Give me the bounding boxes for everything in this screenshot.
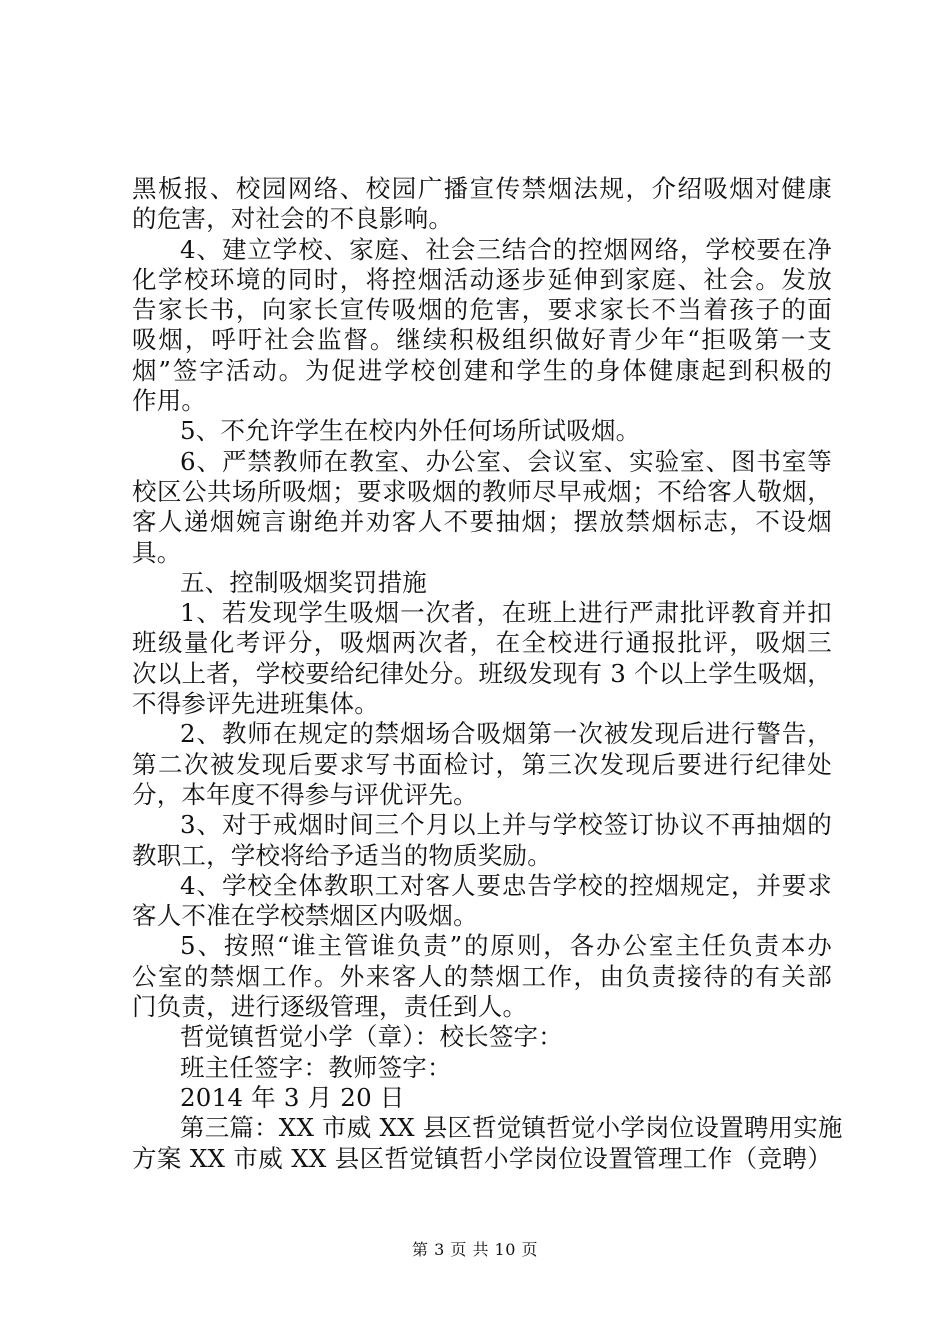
- text-line: 烟”签字活动。为促进学校创建和学生的身体健康起到积极的: [132, 355, 832, 385]
- text-line: 班级量化考评分，吸烟两次者，在全校进行通报批评，吸烟三: [132, 628, 832, 658]
- text-line: 分，本年度不得参与评优评先。: [132, 779, 478, 809]
- text-line: 2014 年 3 月 20 日: [180, 1082, 405, 1112]
- text-line: 客人不准在学校禁烟区内吸烟。: [132, 901, 478, 931]
- text-line: 教职工，学校将给予适当的物质奖励。: [132, 840, 552, 870]
- text-line: 作用。: [132, 386, 207, 416]
- text-line: 门负责，进行逐级管理，责任到人。: [132, 992, 528, 1022]
- text-line: 校区公共场所吸烟；要求吸烟的教师尽早戒烟；不给客人敬烟，: [132, 476, 832, 506]
- text-line: 告家长书，向家长宣传吸烟的危害，要求家长不当着孩子的面: [132, 295, 832, 325]
- text-line: 化学校环境的同时，将控烟活动逐步延伸到家庭、社会。发放: [132, 264, 832, 294]
- text-line: 4、建立学校、家庭、社会三结合的控烟网络，学校要在净: [180, 234, 832, 264]
- text-line: 班主任签字：教师签字：: [180, 1052, 452, 1082]
- page-footer: 第 3 页 共 10 页: [412, 1240, 538, 1259]
- text-line: 具。: [132, 537, 182, 567]
- text-line: 3、对于戒烟时间三个月以上并与学校签订协议不再抽烟的: [180, 810, 832, 840]
- text-line: 第三篇：XX 市威 XX 县区哲觉镇哲觉小学岗位设置聘用实施: [180, 1113, 843, 1143]
- text-line: 1、若发现学生吸烟一次者，在班上进行严肃批评教育并扣: [180, 598, 832, 628]
- text-line: 不得参评先进班集体。: [132, 689, 379, 719]
- text-line: 5、不允许学生在校内外任何场所试吸烟。: [180, 416, 641, 446]
- text-line: 2、教师在规定的禁烟场合吸烟第一次被发现后进行警告，: [180, 719, 832, 749]
- text-line: 次以上者，学校要给纪律处分。班级发现有 3 个以上学生吸烟，: [132, 658, 832, 688]
- text-line: 4、学校全体教职工对客人要忠告学校的控烟规定，并要求: [180, 870, 832, 900]
- text-line: 客人递烟婉言谢绝并劝客人不要抽烟；摆放禁烟标志，不设烟: [132, 507, 832, 537]
- text-line: 第二次被发现后要求写书面检讨，第三次发现后要进行纪律处: [132, 749, 832, 779]
- document-body: [132, 174, 843, 1174]
- text-line: 的危害，对社会的不良影响。: [132, 204, 454, 234]
- text-line: 黑板报、校园网络、校园广播宣传禁烟法规，介绍吸烟对健康: [132, 174, 832, 203]
- text-line: 6、严禁教师在教室、办公室、会议室、实验室、图书室等: [180, 446, 832, 476]
- text-line: 方案 XX 市威 XX 县区哲觉镇哲小学岗位设置管理工作（竞聘）: [132, 1143, 832, 1173]
- text-line: 五、控制吸烟奖罚措施: [180, 567, 427, 597]
- text-line: 吸烟，呼吁社会监督。继续积极组织做好青少年“拒吸第一支: [132, 325, 832, 355]
- text-line: 公室的禁烟工作。外来客人的禁烟工作，由负责接待的有关部: [132, 961, 832, 991]
- text-line: 哲觉镇哲觉小学（章）：校长签字：: [180, 1022, 563, 1052]
- text-line: 5、按照“谁主管谁负责”的原则，各办公室主任负责本办: [180, 931, 832, 961]
